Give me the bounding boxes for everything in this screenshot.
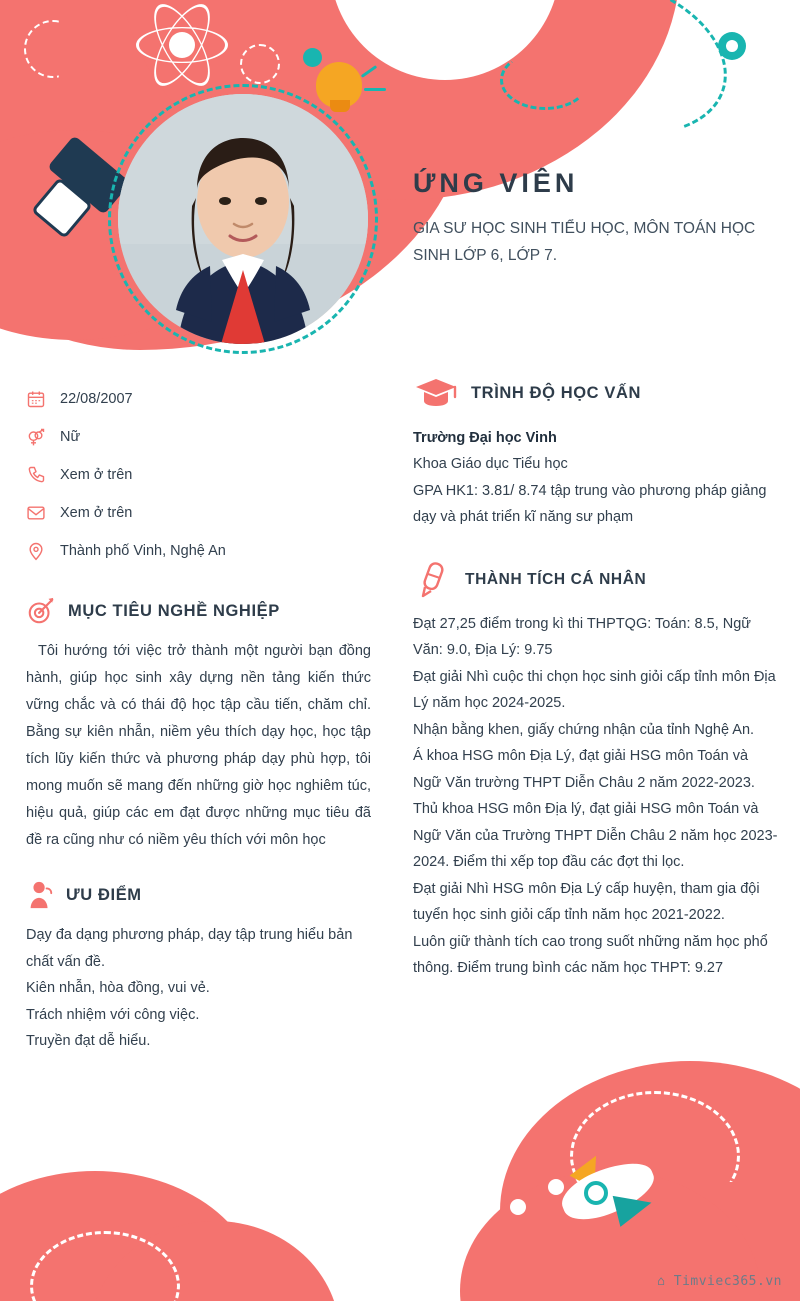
gender-icon bbox=[26, 427, 60, 447]
section-title: TRÌNH ĐỘ HỌC VẤN bbox=[471, 383, 642, 402]
list-item: Luôn giữ thành tích cao trong suốt những năm học phổ thông. Điểm trung bình các năm học THPT: 9.27 bbox=[413, 933, 768, 976]
section-title: ƯU ĐIỂM bbox=[66, 885, 142, 904]
list-item: Đạt giải Nhì HSG môn Địa Lý cấp huyện, tham gia đội tuyển học sinh giỏi cấp tỉnh năm học 2021-2022. bbox=[413, 880, 760, 923]
contact-row-birthdate bbox=[26, 380, 371, 418]
contact-row-phone bbox=[26, 456, 371, 494]
teal-dashed-arc-small bbox=[500, 50, 590, 110]
avatar-photo bbox=[118, 94, 368, 344]
location-icon bbox=[26, 541, 60, 561]
contact-row-email bbox=[26, 494, 371, 532]
contact-value: Thành phố Vinh, Nghệ An bbox=[60, 543, 226, 559]
section-title: MỤC TIÊU NGHỀ NGHIỆP bbox=[68, 601, 280, 620]
right-column bbox=[413, 375, 778, 982]
contact-row-gender bbox=[26, 418, 371, 456]
section-title: THÀNH TÍCH CÁ NHÂN bbox=[465, 570, 647, 588]
page-title: ỨNG VIÊN bbox=[413, 168, 579, 198]
contact-value: Nữ bbox=[60, 429, 81, 445]
list-item: Truyền đạt dễ hiểu. bbox=[26, 1033, 151, 1049]
person-icon bbox=[26, 880, 54, 910]
contact-value: Xem ở trên bbox=[60, 467, 133, 483]
list-item: Đạt giải Nhì cuộc thi chọn học sinh giỏi cấp tỉnh môn Địa Lý năm học 2024-2025. bbox=[413, 668, 776, 711]
page-subtitle: GIA SƯ HỌC SINH TIỂU HỌC, MÔN TOÁN HỌC SINH LỚP 6, LỚP 7. bbox=[413, 220, 756, 264]
career-objective-text: Tôi hướng tới việc trở thành một người bạn đồng hành, giúp học sinh xây dựng nền tảng kiến thức vững chắc và có thái độ học tập cầu tiến, chăm chỉ. Bằng sự kiên nhẫn, niềm yêu thích dạy học, học tập tích lũy kiến thức và phương pháp dạy phù hợp, tôi mong muốn sẽ mang đến những giờ học nghiêm túc, hiệu quả, giúp các em đạt được những mục tiêu đã đề ra cũng như có niềm yêu thích với môn học bbox=[26, 643, 371, 848]
list-item: Dạy đa dạng phương pháp, dạy tập trung hiểu bản chất vấn đề. bbox=[26, 927, 353, 970]
contact-row-location bbox=[26, 532, 371, 570]
teal-dot-inner bbox=[726, 40, 738, 52]
list-item: Đạt 27,25 điểm trong kì thi THPTQG: Toán: 8.5, Ngữ Văn: 9.0, Địa Lý: 9.75 bbox=[413, 615, 751, 658]
education-line: GPA HK1: 3.81/ 8.74 tập trung vào phương pháp giảng dạy và phát triển kĩ năng sư phạm bbox=[413, 482, 767, 525]
education-block bbox=[413, 425, 778, 531]
target-icon bbox=[26, 596, 56, 626]
footer-decoration bbox=[0, 1051, 800, 1301]
calendar-icon bbox=[26, 389, 60, 409]
atom-icon bbox=[136, 2, 228, 88]
email-icon bbox=[26, 503, 60, 523]
section-header-strengths bbox=[26, 880, 371, 910]
strengths-list bbox=[26, 922, 371, 1055]
dashed-circle-icon bbox=[240, 44, 280, 84]
graduation-cap-icon bbox=[413, 375, 459, 411]
section-header-education bbox=[413, 375, 778, 411]
rocket-icon bbox=[530, 1151, 680, 1271]
list-item: Kiên nhẫn, hòa đồng, vui vẻ. bbox=[26, 980, 210, 996]
list-item: Á khoa HSG môn Địa Lý, đạt giải HSG môn Toán và Ngữ Văn trường THPT Diễn Châu 2 năm 2022-2023. bbox=[413, 748, 755, 791]
achievements-list bbox=[413, 611, 778, 982]
list-item: Thủ khoa HSG môn Địa lý, đạt giải HSG môn Toán và Ngữ Văn của Trường THPT Diễn Châu 2 năm học 2023-2024. Điểm thi xếp top đầu các đợt thi lọc. bbox=[413, 801, 778, 870]
left-column bbox=[26, 380, 371, 1055]
pencil-icon bbox=[413, 561, 453, 599]
education-school: Trường Đại học Vinh bbox=[413, 430, 557, 446]
contact-value: 22/08/2007 bbox=[60, 391, 133, 407]
education-line: Khoa Giáo dục Tiểu học bbox=[413, 456, 568, 472]
avatar bbox=[108, 84, 378, 354]
list-item: Nhận bằng khen, giấy chứng nhận của tỉnh Nghệ An. bbox=[413, 721, 755, 738]
watermark: ⌂ Timviec365.vn bbox=[657, 1274, 782, 1289]
section-header-achievements bbox=[413, 561, 778, 599]
phone-icon bbox=[26, 465, 60, 485]
teal-bulb-dot bbox=[303, 48, 322, 67]
contact-value: Xem ở trên bbox=[60, 505, 133, 521]
section-header-career-objective bbox=[26, 596, 371, 626]
list-item: Trách nhiệm với công việc. bbox=[26, 1006, 200, 1023]
